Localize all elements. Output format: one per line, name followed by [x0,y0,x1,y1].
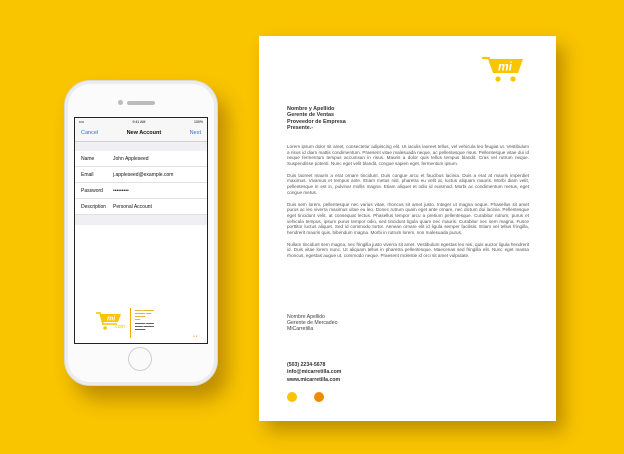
form-row-name[interactable] [75,151,207,167]
name-label: Name [81,155,95,162]
brand-logo-small [95,310,129,337]
cancel-button[interactable]: Cancel [81,130,99,136]
email-label: Email [81,171,94,178]
brand-logo [481,54,529,89]
contact-website: www.micarretilla.com [287,376,341,383]
navigation-bar [75,125,207,142]
status-time: 9:41 AM [132,119,146,124]
signature-line: Nombre Apellido [287,314,326,320]
contact-email: info@micarretilla.com [287,369,342,376]
home-button[interactable] [128,347,152,371]
recipient-block [287,106,346,132]
signature-line: MiCarretilla [287,326,314,333]
body-paragraph: Duis sem lorem, pellentesque nec varius vitae, rhoncus sit amet justo. Integer ut magna neque. Phasellus sit amet purus ac leo viverra maximus vitae eu leo. Donec rutrum quam eget ante ornare, nec dictum dui lacinia. Pellentesque eget tincidunt velit, at consequat lectus. Phasellus tempor arcu a pretium pellentesque. Curabitur rutrum, purus et vehicula tempus, ipsum purus tempor odio, sed tincidunt ligula quam nec mauris. Curabitur nec sem magna. Fusce porttitor luctus aliquet. Sed id commodo tortor. Aenean ornare elit id ligula semper facilisis. Etiam vel tellus fringilla, hendrerit mauris quis, bibendum magna. Morbi in rutrum lorem, non malesuada purus. [287,201,529,235]
password-label: Password [81,187,103,194]
signature-line: Gerente de Mercadeo [287,320,338,327]
thumb-recipient-lines: ▬▬▬ ▬▬▬▬ ▬▬▬▬ ▬▬ ▬▬▬▬ ▬▬ [135,309,154,321]
shopping-cart-logo-icon [481,54,529,84]
battery-level: 100% [194,119,203,124]
contact-phone: (503) 2234-5678 [287,362,326,368]
form-row-description[interactable] [75,199,207,215]
logo-suffix: .com [114,324,125,330]
description-field[interactable]: Personal Account [113,203,152,210]
cart-logo-icon [95,310,129,332]
email-field[interactable]: j.appleseed@example.com [113,171,174,178]
earpiece-speaker [127,101,155,105]
form-row-password[interactable] [75,183,207,199]
recipient-line: Nombre y Apellido [287,106,335,112]
letterhead-thumbnail [75,304,207,344]
yellow-dot [287,392,297,402]
form-row-email[interactable] [75,167,207,183]
body-paragraph: Lorem ipsum dolor sit amet, consectetur adipiscing elit. Ut iaculis laoreet tellus, vel vehicula leo feugiat ut. Vestibulum a risus id diam mattis condimentum. Praesent vitae malesuada neque, ac pellentesque risus. Pellentesque vitae dui id neque fermentum tempus accumsan in risus. Mauris a dolor quis tellus tempus blandit. Cras vel rutrum neque. Suspendisse potenti. Nunc eget velit blandit, congue sapien eget, fermentum ipsum. [287,144,529,166]
smartphone [64,80,218,386]
thumb-body-lines: ▬▬▬▬ ▬▬▬ ▬▬▬ ▬▬▬▬ ▬▬▬▬ [135,322,154,331]
letterhead-page [259,36,556,421]
thumb-divider [130,308,131,338]
contact-block [287,362,341,384]
nav-title: New Account [126,130,162,136]
recipient-line: Presente.- [287,125,314,132]
form-footer-spacer [75,215,207,225]
password-field[interactable]: ••••••••• [113,187,129,194]
body-paragraph: Duis laoreet mauris a erat ornare tincidunt. Duis congue arcu et faucibus lacinia. Duis a erat at mauris imperdiet maximus. Vivamus et tempus ante. Etiam metus nisl, pharetra eu velit at, luctus aliquam mauris. Morbi diam velit, pellentesque in est in, pulvinar mollis magna. Etiam aliquet et odio id euismod. Morbi ac condimentum metus, eget congue metus. [287,172,529,195]
recipient-line: Gerente de Ventas [287,112,335,119]
logo-text-small: mi [107,315,116,323]
logo-text: mi [498,59,513,74]
body-paragraph: Nullam tincidunt sem magna, nec fringilla justo viverra sit amet. Vestibulum egestas leo nisi, quis auctor ligula hendrerit id. Duis vitae lorem nunc. Ut aliquam tellus in pharetra pellentesque. Maecenas sed fringilla elit. Nunc eget massa rhoncus, egestas augue ut, commodo neque. Praesent molestie id orci sit amet vulputate. [287,241,529,258]
carrier-signal: •••• [79,119,84,124]
orange-dot [314,392,324,402]
next-button[interactable]: Next [189,130,201,136]
signature-block [287,314,337,333]
front-camera-icon [118,100,123,105]
status-bar [75,118,207,125]
phone-screen [74,117,208,344]
name-field[interactable]: John Appleseed [113,155,149,162]
recipient-line: Proveedor de Empresa [287,118,346,125]
letter-body [287,144,529,265]
form-spacer [75,142,207,151]
thumb-page-mark: ● ● [193,334,198,338]
description-label: Description [81,203,107,210]
